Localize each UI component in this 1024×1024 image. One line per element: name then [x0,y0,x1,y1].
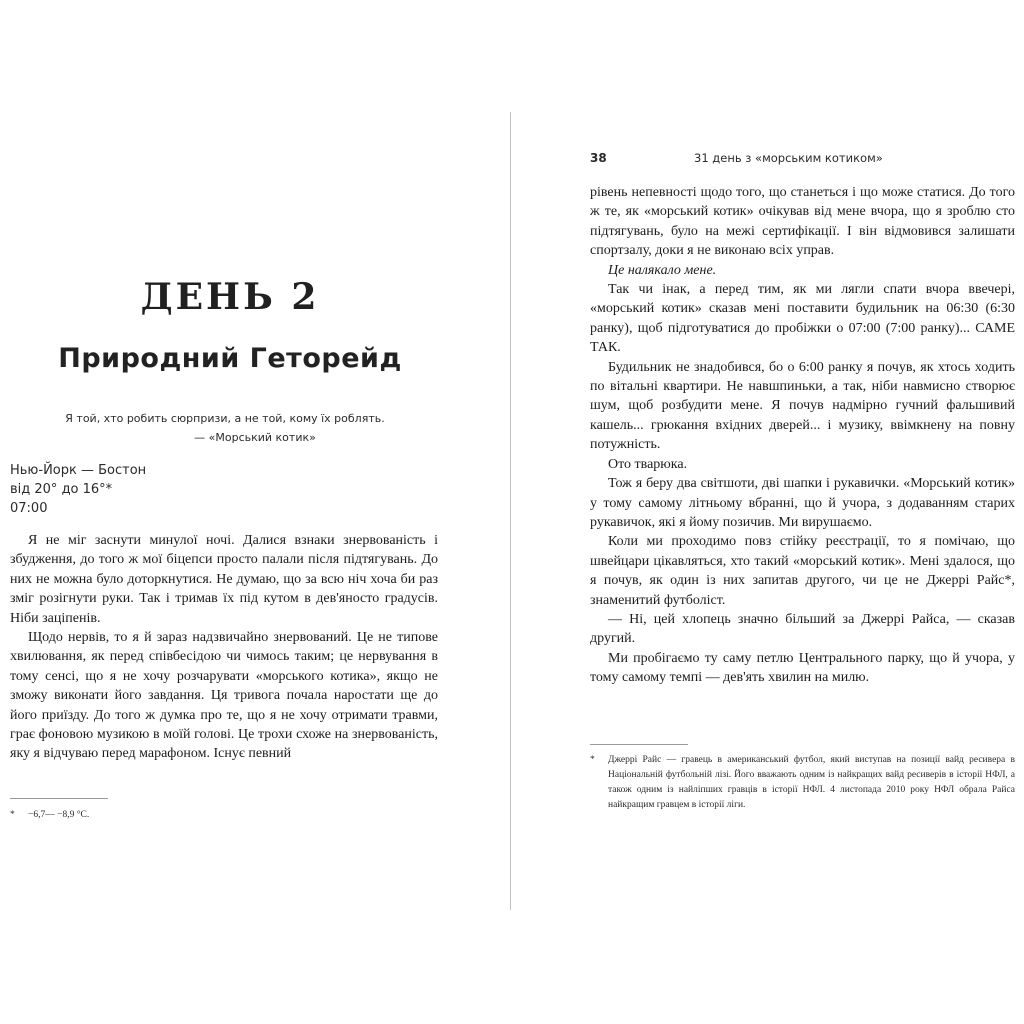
footnote-mark: * [590,755,595,765]
paragraph: рівень непевності щодо того, що станеться і що може статися. До того ж те, як «морський котик» очікував від мене вчора, що я зроблю сто підтягувань, було на межі сертифікації. І він відмовився залишати спортзалу, доки я не виконаю всіх управ. [590,185,1015,259]
paragraph: Щодо нервів, то я й зараз надзвичайно знервований. Це не типове хвилювання, як перед співбесідою чи чимось таким; це нервування в тому сенсі, що я не хочу розчарувати «морського котика», якщо не зможу виконати його завдання. Ця тривога почала наростати ще до його приїзду. До того ж думка про те, що я не хочу отримати травми, грає фоновою музикою в моїй голові. Це трохи схоже на знервованість, яку я відчуваю перед марафоном. Існує певний [10,630,438,762]
footnote-text: Джеррі Райс — гравець в американський футбол, який виступав на позиції вайд ресивера в Національній футбольній лізі. Його вважають одним із найкращих вайд ресиверів в історії НФЛ, а також одним із найліпших гравців в історії НФЛ. 4 листопада 2010 року НФЛ обрала Райса найкращим гравцем в історії ліги. [608,755,1015,810]
day-log [10,461,146,518]
page-gutter [510,112,511,910]
epigraph-attribution: — «Морський котик» [194,431,316,444]
running-head [590,151,1015,169]
footnote-text: −6,7— −8,9 °С. [28,810,90,820]
epigraph [10,409,440,447]
paragraph: Так чи інак, а перед тим, як ми лягли спати вчора ввечері, «морський котик» сказав мені поставити будильник на 06:30 (6:30 ранку), щоб підготуватися до пробіжки о 07:00 (7:00 ранку)... САМЕ ТАК. [590,282,1015,356]
epigraph-quote: Я той, хто робить сюрпризи, а не той, кому їх роблять. [65,412,385,425]
paragraph: Це налякало мене. [608,262,717,278]
paragraph: Будильник не знадобився, бо о 6:00 ранку я почув, як хтось ходить по вітальні квартири. Не навшпиньки, а так, ніби навмисно створює шум, щоб розбудити мене. Я почув надмірно гучний фальшивий кашель... грюкання вхідних дверей... і музику, ввімкнену на повну потужність. [590,359,1015,453]
page-number: 38 [590,151,607,165]
chapter-title: ДЕНЬ 2 [140,276,320,318]
paragraph: Ото тварюка. [608,456,688,472]
paragraph: Коли ми проходимо повз стійку реєстрації, то я помічаю, що швейцари цікавляться, хто такий «морський котик». Мені здалося, що я почув, як один із них запитав другого, чи це не Джеррі Райс*, знаменитий футболіст. [590,534,1015,608]
paragraph: Я не міг заснути минулої ночі. Далися взнаки знервованість і збудження, до того ж мої біцепси просто палали після підтягувань. До них не можна було доторкнутися. Не думаю, що за всю ніч хоча би раз зміг розігнути руки. Так і тримав їх під кутом в дев'яносто градусів. Ніби заціпенів. [10,533,438,626]
paragraph: Ми пробігаємо ту саму петлю Центрального парку, що й учора, у тому самому темпі — дев'ять хвилин на милю. [590,650,1015,686]
log-temperature: від 20° до 16°* [10,482,113,497]
paragraph: — Ні, цей хлопець значно більший за Джеррі Райса, — сказав другий. [590,611,1015,647]
footnote-rule [10,798,108,799]
right-body-text [590,183,1015,688]
footnote-mark: * [10,810,15,820]
log-route: Нью-Йорк — Бостон [10,463,147,478]
paragraph: Тож я беру два світшоти, дві шапки і рукавички. «Морський котик» у тому самому літньому вбранні, що й учора, з додаванням старих рукавичок, які я йому позичив. Ми вирушаємо. [590,476,1015,530]
left-body-text [10,531,438,764]
footnote-rule [590,744,688,745]
footnote [590,753,1015,813]
chapter-subtitle: Природний Геторейд [58,343,402,374]
running-title: 31 день з «морським котиком» [694,151,883,165]
footnote [10,808,210,823]
log-time: 07:00 [10,501,48,516]
